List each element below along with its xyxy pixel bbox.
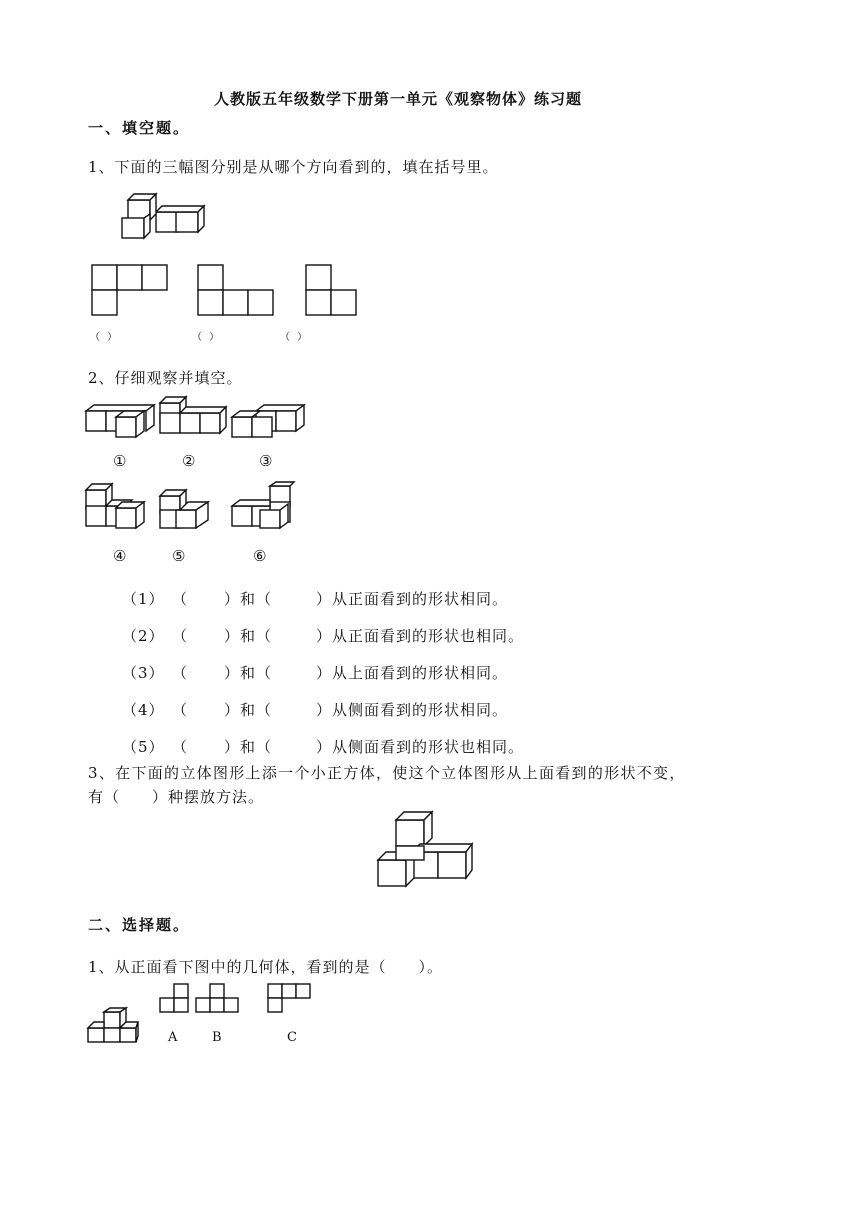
q2-item-num: （2）	[122, 627, 165, 645]
question-4-text: 1、从正面看下图中的几何体，看到的是（ ）。	[88, 958, 444, 976]
q4-option-b-figure[interactable]	[196, 984, 240, 1012]
q1-blank-2[interactable]: （ ）	[192, 332, 222, 343]
q2-figure-2	[160, 395, 230, 437]
q4-solid-figure	[86, 1006, 142, 1044]
q3-solid-figure	[376, 812, 476, 888]
q2-blank-a[interactable]: （	[172, 627, 189, 645]
q2-item-rest: ）从正面看到的形状也相同。	[316, 627, 525, 645]
q4-option-a-label[interactable]: A	[168, 1030, 178, 1045]
section-heading-fill-blank: 一、填空题。	[88, 119, 191, 137]
q2-and: ）和（	[224, 627, 273, 645]
q4-option-c-label[interactable]: C	[287, 1030, 297, 1045]
q1-view-2	[198, 265, 274, 317]
q2-item-rest: ）从正面看到的形状相同。	[316, 590, 509, 608]
q1-blank-1[interactable]: （ ）	[90, 332, 120, 343]
q2-figure-3	[232, 403, 306, 437]
question-2-text: 2、仔细观察并填空。	[88, 369, 243, 387]
q2-label-3: ③	[259, 452, 273, 470]
q2-item-rest: ）从侧面看到的形状相同。	[316, 701, 509, 719]
q2-label-6: ⑥	[253, 547, 267, 565]
q2-label-2: ②	[182, 452, 196, 470]
q2-label-5: ⑤	[172, 547, 186, 565]
q2-figure-5	[160, 488, 212, 528]
q1-view-1	[92, 265, 168, 317]
q2-figure-4	[86, 482, 150, 528]
question-1-text: 1、下面的三幅图分别是从哪个方向看到的，填在括号里。	[88, 158, 499, 176]
q2-and: ）和（	[224, 738, 273, 756]
q1-solid-figure	[118, 188, 200, 240]
q4-option-a-figure[interactable]	[160, 984, 190, 1012]
q2-and: ）和（	[224, 664, 273, 682]
q2-blank-a[interactable]: （	[172, 664, 189, 682]
q1-view-3	[306, 265, 358, 317]
q2-item-num: （4）	[122, 701, 165, 719]
q2-blank-a[interactable]: （	[172, 701, 189, 719]
q2-item-rest: ）从上面看到的形状相同。	[316, 664, 509, 682]
q2-blank-a[interactable]: （	[172, 590, 189, 608]
q1-blank-3[interactable]: （ ）	[280, 332, 310, 343]
q2-item-num: （3）	[122, 664, 165, 682]
q4-option-c-figure[interactable]	[268, 984, 312, 1012]
section-heading-multiple-choice: 二、选择题。	[88, 916, 191, 934]
q2-label-1: ①	[113, 452, 127, 470]
q2-blank-a[interactable]: （	[172, 738, 189, 756]
q2-figure-6	[232, 482, 296, 528]
question-3-line-2: 有（ ）种摆放方法。	[88, 788, 265, 806]
q2-item-rest: ）从侧面看到的形状也相同。	[316, 738, 525, 756]
q4-option-b-label[interactable]: B	[212, 1030, 222, 1045]
q2-item-num: （5）	[122, 738, 165, 756]
q2-label-4: ④	[113, 547, 127, 565]
question-3-line-1: 3、在下面的立体图形上添一个小正方体，使这个立体图形从上面看到的形状不变，	[88, 764, 686, 782]
q2-and: ）和（	[224, 590, 273, 608]
q2-figure-1	[86, 403, 156, 437]
q2-and: ）和（	[224, 701, 273, 719]
page-title: 人教版五年级数学下册第一单元《观察物体》练习题	[214, 90, 583, 108]
q2-item-num: （1）	[122, 590, 165, 608]
